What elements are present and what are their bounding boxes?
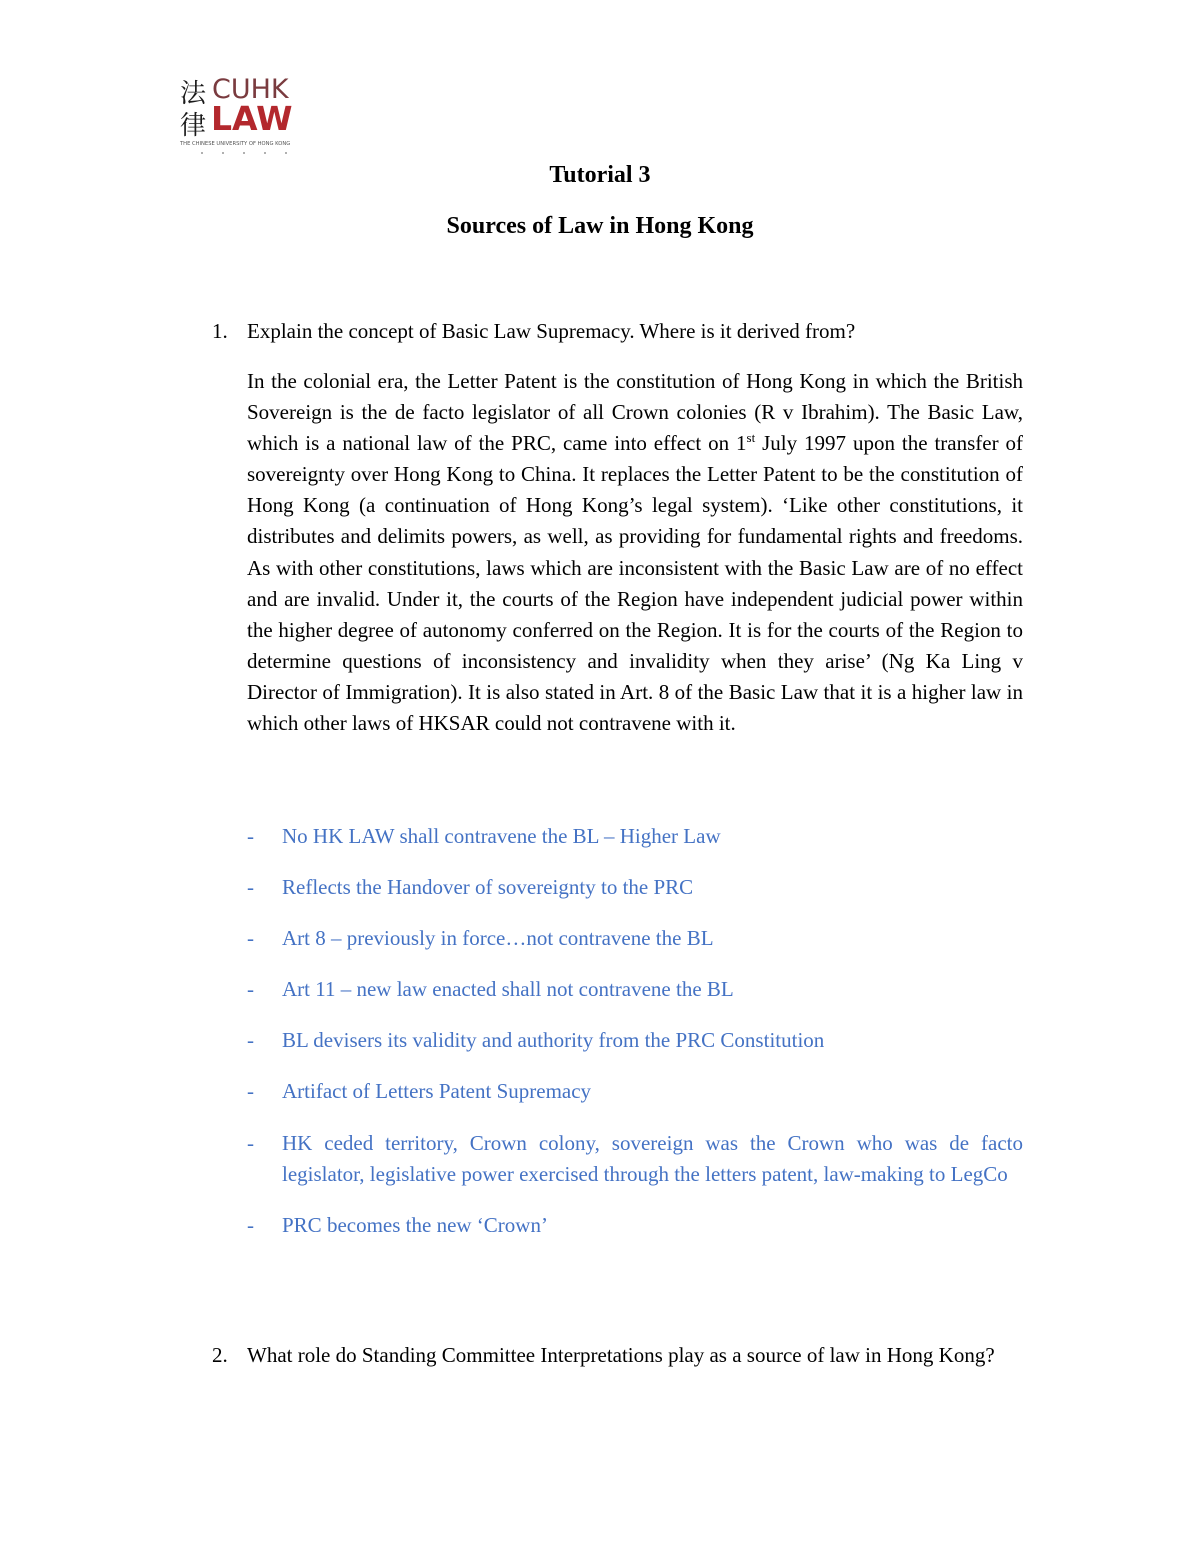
list-item <box>247 821 1023 852</box>
bullet-text: No HK LAW shall contravene the BL – Higher Law <box>282 824 721 848</box>
list-item <box>247 1076 1023 1107</box>
list-item <box>247 1128 1023 1190</box>
answer-notes-list <box>247 821 1023 1261</box>
logo-law-text: LAW <box>211 99 293 138</box>
question-1-text: Explain the concept of Basic Law Supremacy. Where is it derived from? <box>247 319 856 343</box>
document-subtitle: Sources of Law in Hong Kong <box>446 213 754 239</box>
logo-dots <box>201 152 287 154</box>
bullet-dash: - <box>247 1212 254 1237</box>
bullet-text: Reflects the Handover of sovereignty to the PRC <box>282 875 694 900</box>
list-item <box>247 1025 1023 1056</box>
question-2-number: 2. <box>212 1343 228 1367</box>
bullet-dash: - <box>247 977 254 1002</box>
bullet-dash: - <box>247 875 254 900</box>
bullet-dash: - <box>247 824 254 848</box>
bullet-text: Artifact of Letters Patent Supremacy <box>282 1079 592 1104</box>
answer-paragraph <box>247 366 1023 739</box>
logo-chinese-char-1: 法 <box>180 79 207 109</box>
bullet-dash: - <box>247 1130 254 1155</box>
bullet-text: PRC becomes the new ‘Crown’ <box>282 1212 548 1237</box>
answer-text-part-1: In the colonial era, the Letter Patent is the constitution of Hong Kong in which the British Sovereign is the de facto legislator of all Crown colonies (R v Ibrahim). The Basic Law, which is a national law of the PRC, came into effect on 1 <box>247 369 1023 456</box>
logo-chinese-char-2: 律 <box>180 111 207 141</box>
logo-cuhk-text: CUHK <box>212 74 289 105</box>
list-item <box>247 974 1023 1005</box>
question-2-text: What role do Standing Committee Interpretations play as a source of law in Hong Kong? <box>247 1343 995 1367</box>
bullet-text: Art 8 – previously in force…not contravene the BL <box>282 926 714 951</box>
bullet-text: HK ceded territory, Crown colony, sovereign was the Crown who was de facto legislator, legislative power exercised through the letters patent, law-making to LegCo <box>282 1130 1023 1186</box>
document-title: Tutorial 3 <box>549 162 651 188</box>
logo-tagline: THE CHINESE UNIVERSITY OF HONG KONG <box>180 141 291 147</box>
bullet-dash: - <box>247 926 254 951</box>
list-item <box>247 1210 1023 1241</box>
bullet-text: Art 11 – new law enacted shall not contravene the BL <box>282 977 734 1002</box>
bullet-dash: - <box>247 1028 254 1053</box>
answer-superscript: st <box>746 430 756 446</box>
bullet-text: BL devisers its validity and authority from the PRC Constitution <box>282 1028 825 1053</box>
list-item <box>247 923 1023 954</box>
bullet-dash: - <box>247 1079 254 1104</box>
list-item <box>247 872 1023 903</box>
cuhk-law-logo <box>178 66 308 158</box>
question-1-number: 1. <box>212 319 228 343</box>
answer-text-part-2: July 1997 upon the transfer of sovereignty over Hong Kong to China. It replaces the Letter Patent to be the constitution of Hong Kong (a continuation of Hong Kong’s legal system). ‘Like other constitutions, it distributes and delimits powers, as well, as providing for fundamental rights and freedoms. As with other constitutions, laws which are inconsistent with the Basic Law are of no effect and are invalid. Under it, the courts of the Region have independent judicial power within the higher degree of autonomy conferred on the Region. It is for the courts of the Region to determine questions of inconsistency and invalidity when they arise’ (Ng Ka Ling v Director of Immigration). It is also stated in Art. 8 of the Basic Law that it is a higher law in which other laws of HKSAR could not contravene with it. <box>247 431 1023 736</box>
